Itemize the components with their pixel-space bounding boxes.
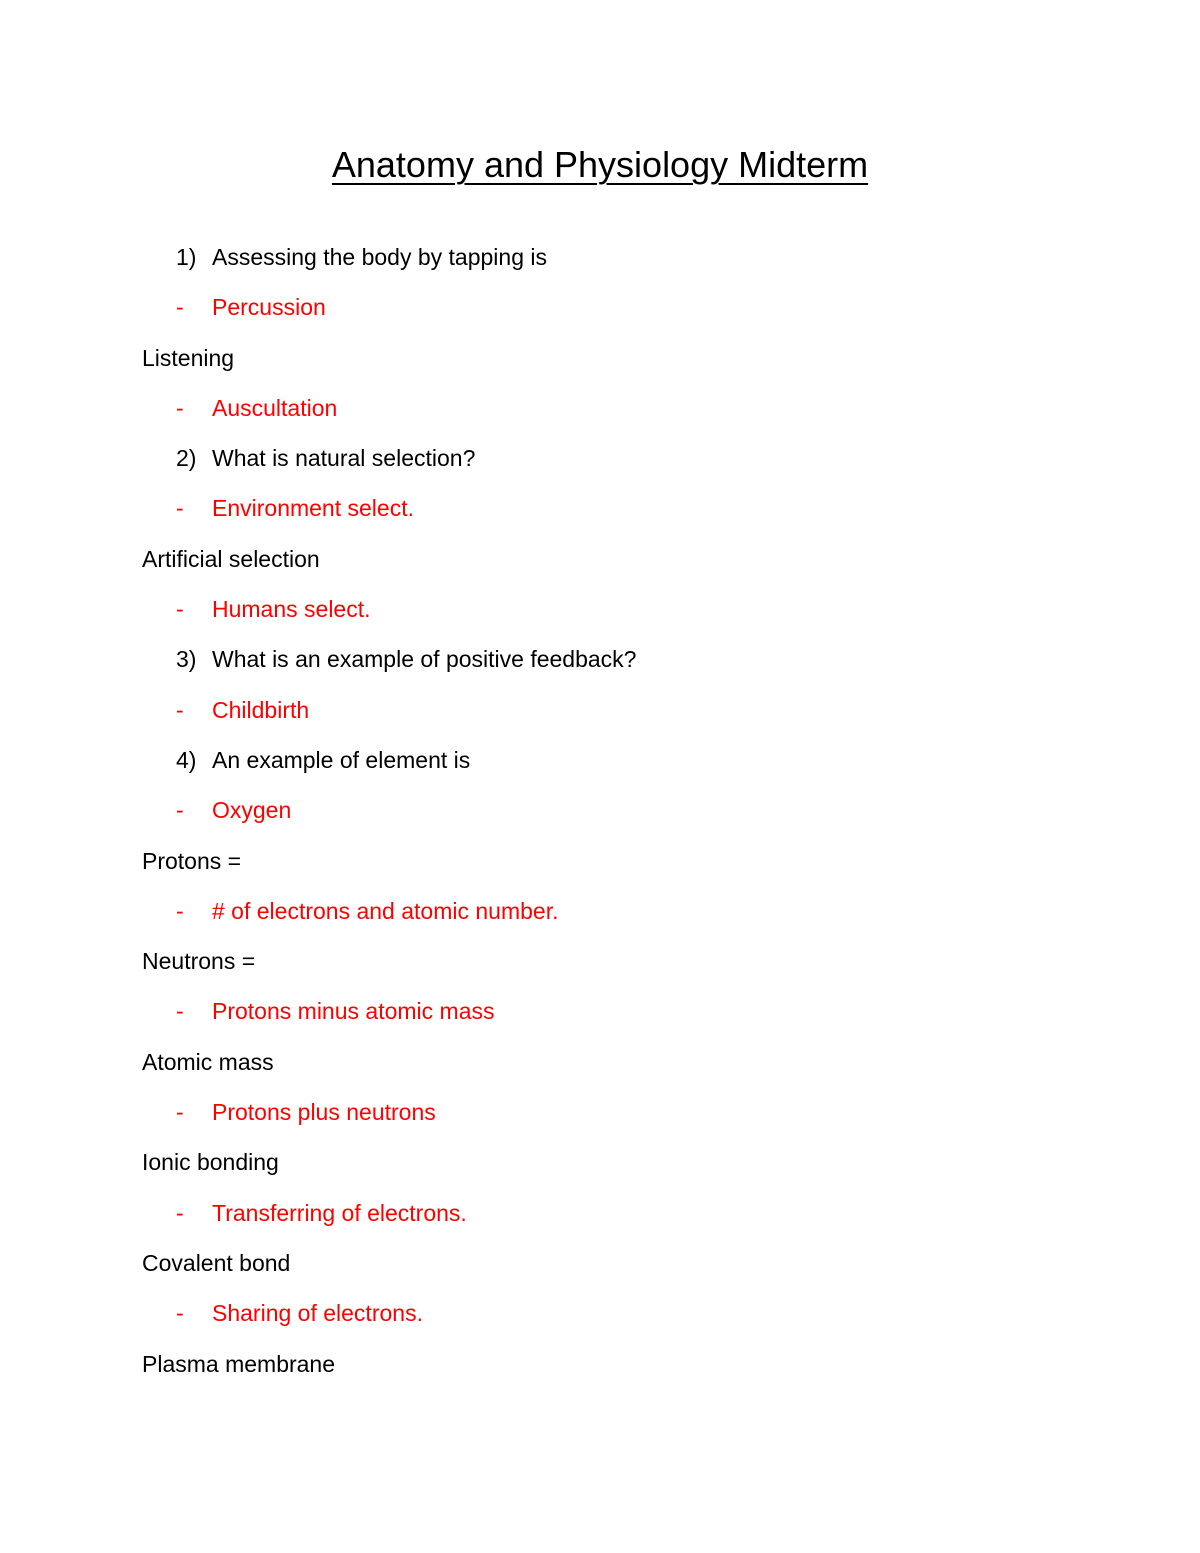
term-heading: Plasma membrane <box>142 1350 336 1377</box>
answer-bullet: - <box>176 696 184 723</box>
answer-bullet: - <box>176 998 184 1025</box>
answer-bullet: - <box>176 797 184 824</box>
answer-bullet: - <box>176 1300 184 1327</box>
question-line <box>142 232 1102 282</box>
answer-text: Auscultation <box>212 394 338 421</box>
term-heading: Listening <box>142 344 235 371</box>
answer-line <box>142 886 1102 936</box>
question-text: What is natural selection? <box>212 445 476 472</box>
question-number: 2) <box>176 445 197 472</box>
question-number: 1) <box>176 244 197 270</box>
answer-line <box>142 685 1102 735</box>
answer-text: # of electrons and atomic number. <box>212 897 559 924</box>
answer-text: Transferring of electrons. <box>212 1199 467 1226</box>
answer-line <box>142 383 1102 433</box>
answer-text: Protons plus neutrons <box>212 1099 436 1126</box>
question-text: An example of element is <box>212 746 471 773</box>
answer-line <box>142 282 1102 332</box>
page-title: Anatomy and Physiology Midterm <box>331 144 869 185</box>
answer-bullet: - <box>176 596 184 623</box>
term-heading: Covalent bond <box>142 1249 291 1276</box>
answer-bullet: - <box>176 294 184 321</box>
answer-line <box>142 1087 1102 1137</box>
answer-text: Childbirth <box>212 696 310 723</box>
answer-text: Humans select. <box>212 596 371 623</box>
term-heading: Artificial selection <box>142 545 320 572</box>
answer-line <box>142 1188 1102 1238</box>
question-line <box>142 634 1102 684</box>
answer-bullet: - <box>176 1099 184 1126</box>
answer-line <box>142 1288 1102 1338</box>
term-heading: Ionic bonding <box>142 1149 279 1176</box>
answer-bullet: - <box>176 897 184 924</box>
answer-text: Sharing of electrons. <box>212 1300 423 1327</box>
answer-text: Protons minus atomic mass <box>212 998 495 1025</box>
answer-line <box>142 785 1102 835</box>
answer-line <box>142 584 1102 634</box>
question-line <box>142 433 1102 483</box>
question-line <box>142 735 1102 785</box>
document-body <box>142 232 1102 1389</box>
question-text: Assessing the body by tapping is <box>212 244 547 270</box>
answer-line <box>142 986 1102 1036</box>
question-number: 3) <box>176 646 197 673</box>
term-heading: Protons = <box>142 847 242 874</box>
answer-bullet: - <box>176 1199 184 1226</box>
question-text: What is an example of positive feedback? <box>212 646 637 673</box>
answer-text: Percussion <box>212 294 326 321</box>
answer-text: Environment select. <box>212 495 414 522</box>
term-heading: Atomic mass <box>142 1048 274 1075</box>
answer-bullet: - <box>176 495 184 522</box>
question-number: 4) <box>176 746 197 773</box>
answer-bullet: - <box>176 394 184 421</box>
answer-line <box>142 483 1102 533</box>
answer-text: Oxygen <box>212 797 292 824</box>
term-heading: Neutrons = <box>142 948 256 975</box>
